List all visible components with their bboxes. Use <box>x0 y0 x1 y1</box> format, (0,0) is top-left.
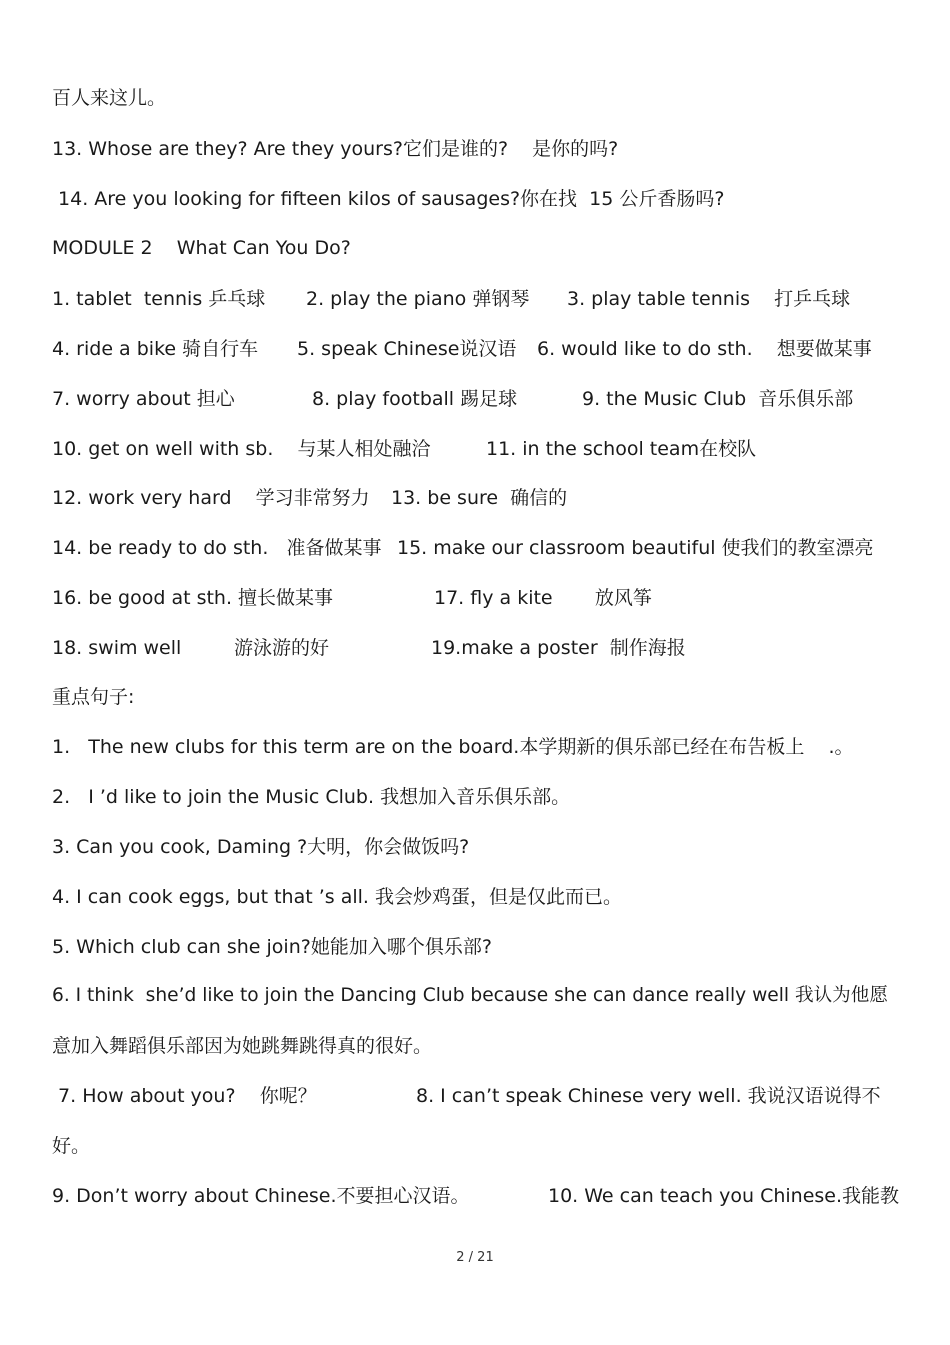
key-sentence-10: 10. We can teach you Chinese.我能教 <box>548 1185 900 1207</box>
key-sentence-5: 5. Which club can she join?她能加入哪个俱乐部? <box>52 936 492 958</box>
key-sentence-2: 2. I ’d like to join the Music Club. 我想加入音乐俱乐部。 <box>52 786 571 808</box>
key-sentences-heading: 重点句子: <box>52 686 135 708</box>
phrase-9: 9. the Music Club 音乐俱乐部 <box>582 388 854 410</box>
phrase-12: 12. work very hard 学习非常努力 <box>52 487 370 509</box>
phrase-3: 3. play table tennis 打乒乓球 <box>567 288 851 310</box>
phrase-10: 10. get on well with sb. 与某人相处融洽 <box>52 438 431 460</box>
key-sentence-6-continued: 意加入舞蹈俱乐部因为她跳舞跳得真的很好。 <box>52 1035 433 1057</box>
key-sentence-6: 6. I think she’d like to join the Dancing Club because she can dance really well 我认为他愿 <box>52 985 888 1006</box>
phrase-17: 17. fly a kite 放风筝 <box>434 587 652 609</box>
phrase-8: 8. play football 踢足球 <box>312 388 518 410</box>
phrase-18: 18. swim well <box>52 637 182 659</box>
key-sentence-1: 1. The new clubs for this term are on the board.本学期新的俱乐部已经在布告板上 .。 <box>52 736 854 758</box>
phrase-16: 16. be good at sth. 擅长做某事 <box>52 587 334 609</box>
phrase-4: 4. ride a bike 骑自行车 <box>52 338 259 360</box>
phrase-6: 6. would like to do sth. 想要做某事 <box>537 338 872 360</box>
phrase-5: 5. speak Chinese说汉语 <box>297 338 517 360</box>
key-sentence-7: 7. How about you? 你呢？ <box>52 1085 317 1107</box>
key-sentence-4: 4. I can cook eggs, but that ’s all. 我会炒鸡蛋，但是仅此而已。 <box>52 886 622 908</box>
sentence-13: 13. Whose are they? Are they yours?它们是谁的? 是你的吗? <box>52 138 619 160</box>
module-heading: MODULE 2 What Can You Do? <box>52 237 351 259</box>
phrase-14: 14. be ready to do sth. 准备做某事 <box>52 537 382 559</box>
phrase-7: 7. worry about 担心 <box>52 388 235 410</box>
phrase-15: 15. make our classroom beautiful 使我们的教室漂亮 <box>397 537 874 559</box>
key-sentence-9: 9. Don’t worry about Chinese.不要担心汉语。 <box>52 1185 470 1207</box>
phrase-13: 13. be sure 确信的 <box>391 487 568 509</box>
phrase-2: 2. play the piano 弹钢琴 <box>306 288 530 310</box>
phrase-11: 11. in the school team在校队 <box>486 438 757 460</box>
phrase-19: 19.make a poster 制作海报 <box>431 637 686 659</box>
page-number: 2 / 21 <box>456 1250 494 1265</box>
phrase-18-translation: 游泳游的好 <box>234 637 330 659</box>
sentence-14: 14. Are you looking for fifteen kilos of sausages?你在找 15 公斤香肠吗? <box>52 188 725 210</box>
text-line-continuation: 百人来这儿。 <box>52 87 167 109</box>
phrase-1: 1. tablet tennis 乒乓球 <box>52 288 266 310</box>
key-sentence-8-continued: 好。 <box>52 1135 91 1157</box>
key-sentence-3: 3. Can you cook, Daming ?大明，你会做饭吗? <box>52 836 470 858</box>
key-sentence-8: 8. I can’t speak Chinese very well. 我说汉语说得不 <box>416 1085 881 1107</box>
